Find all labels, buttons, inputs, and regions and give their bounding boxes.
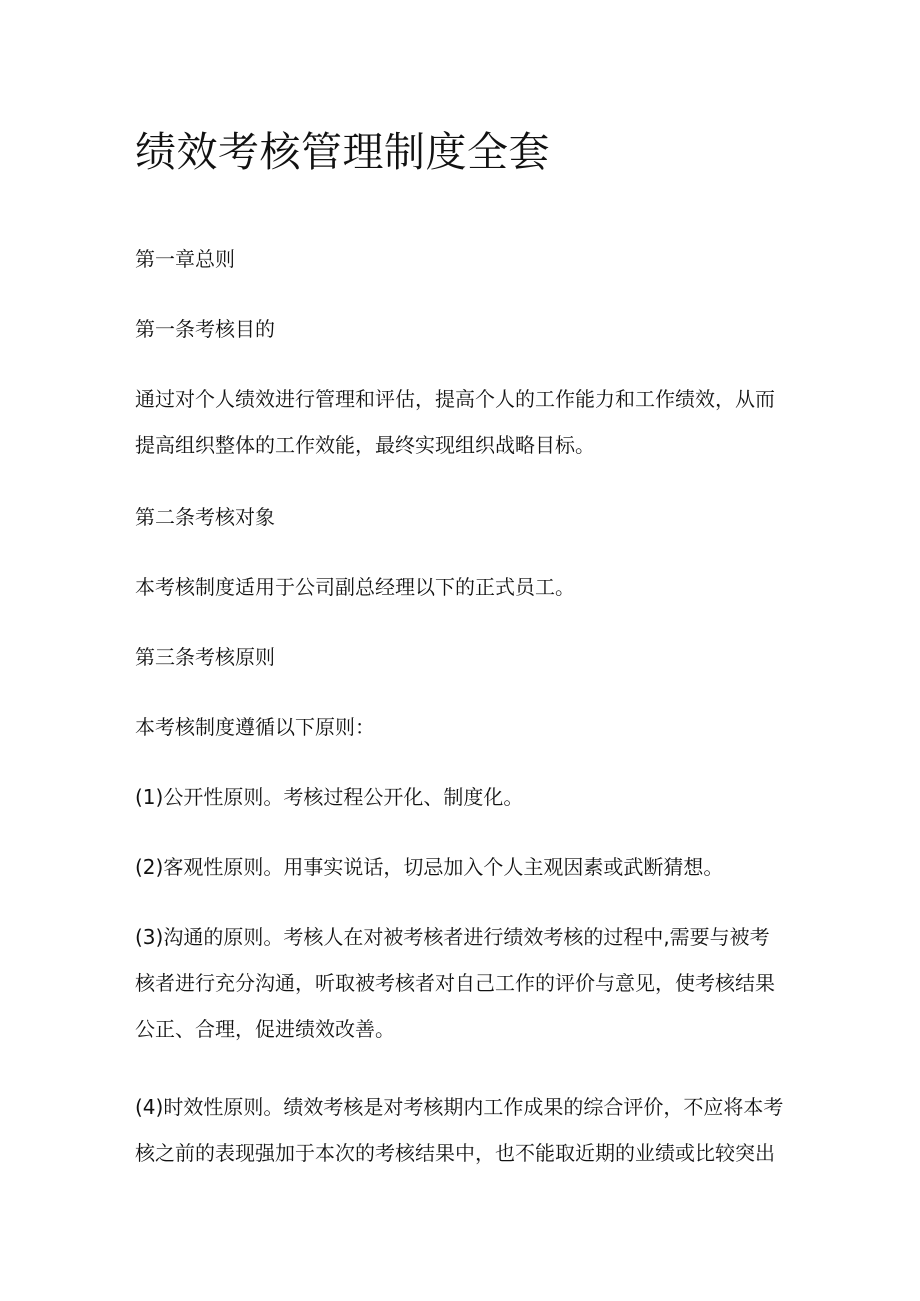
article-1-body [135,376,790,468]
article-3-intro: 本考核制度遵循以下原则： [135,715,375,739]
text-line: 核之前的表现强加于本次的考核结果中，也不能取近期的业绩或比较突出 [135,1141,775,1165]
principle-3 [135,914,790,1052]
chapter-heading: 第一章总则 [135,247,235,271]
text-line: 提高组织整体的工作效能，最终实现组织战略目标。 [135,433,595,457]
article-2-heading: 第二条考核对象 [135,505,275,529]
article-3-heading: 第三条考核原则 [135,645,275,669]
text-line: (4)时效性原则。绩效考核是对考核期内工作成果的综合评价，不应将本考 [135,1095,784,1119]
text-line: 通过对个人绩效进行管理和评估，提高个人的工作能力和工作绩效，从而 [135,387,775,411]
document-title: 绩效考核管理制度全套 [135,128,550,176]
text-line: 公正、合理，促进绩效改善。 [135,1017,395,1041]
principle-1: (1)公开性原则。考核过程公开化、制度化。 [135,785,524,809]
principle-2: (2)客观性原则。用事实说话，切忌加入个人主观因素或武断猜想。 [135,855,724,879]
article-1-heading: 第一条考核目的 [135,317,275,341]
article-2-body: 本考核制度适用于公司副总经理以下的正式员工。 [135,575,575,599]
principle-4 [135,1084,790,1176]
text-line: (3)沟通的原则。考核人在对被考核者进行绩效考核的过程中,需要与被考 [135,925,770,949]
text-line: 核者进行充分沟通，听取被考核者对自己工作的评价与意见，使考核结果 [135,971,775,995]
